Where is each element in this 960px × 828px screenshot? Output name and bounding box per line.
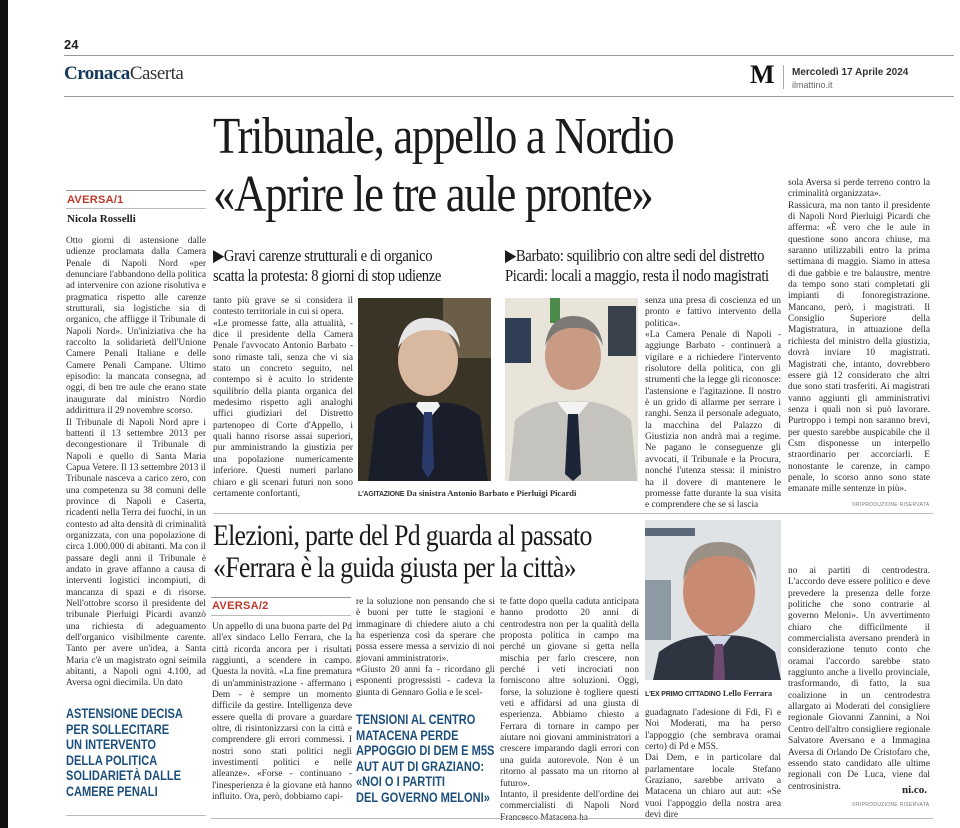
article2-column-1: Un appello di una buona parte del Pd all'ex sindaco Lello Ferrara, che la città ricorda ancora per i risultati raggiunti, a scendere in campo. Questa la novità. «La fine prematura di un'amministrazione - affermano i Dem - è sempre un momento difficile da gestire. Intelligenza deve essere quella di provare a guardare oltre, di risintonizzarsi con la città e comprendere gli errori commessi. I nostri sono stati politici negli investimenti politici e nelle alleanze». «Forse - continuano - l'inesperienza è la giovane età hanno influito. Ora, però, dobbiamo capi- [212,622,352,803]
pull-line: «NOI O I PARTITI [356,774,445,789]
article2-copyright: ©RIPRODUZIONE RISERVATA [852,802,930,808]
pull-line: MATACENA PERDE [356,727,459,743]
article1-column-3: senza una presa di coscienza ed un pronto e fattivo intervento della politica». «La Camera Penale di Napoli - aggiunge Barbato - continuerà a vigilare e a richiedere l'intervento risolutore della politica, con gli strumenti che la legge gli riconosce: l'astensione e l'agitazione. Il nostro è un grido di allarme per serrare i ranghi. Senza il personale adeguato, la macchina del Palazzo di Giustizia non andrà mai a regime. Ne pagano le conseguenze gli avvocati, il Tribunale e la Procura, nonché l'utenza stessa: il ministro ha il dovere di mantenere le promesse fatte durante la sua visita e comprendere che se si lascia [645,296,781,511]
article1-author: Nicola Rosselli [67,213,136,225]
kicker2-rule-bottom [211,615,351,616]
pull-line: AUT AUT DI GRAZIANO: [356,758,485,774]
pull-line: DELLA POLITICA [66,752,158,768]
article2-photo-caption [645,688,772,698]
article1-subhead-right-1: ▶Barbato: squilibrio con altre sedi del distretto [505,246,765,265]
section-light: Caserta [129,63,184,84]
pull-line: SOLIDARIETÀ DALLE [66,768,182,783]
article2-column-4: guadagnato l'adesione di Fdi, Fi e Noi Moderati, ma ha perso l'appoggio (che sembrava oramai certo) di Pd e M5S. Dai Dem, e in particolare dal parlamentare locale Stefano Graziano, sarebbe arrivato a Matacena un chiaro aut aut: «Se vuoi l'appoggio della nostra area devi dire [645,708,781,821]
header-divider [783,65,784,89]
article2-pull-quote [356,712,495,805]
header-rule-top [64,55,954,56]
article1-kicker: AVERSA/1 [67,194,124,206]
pull-line: CAMERE PENALI [66,783,158,799]
article2-column-2: re la soluzione non pensando che si è buoni per tutte le stagioni e immaginare di chiedere aiuto a chi ha esperienza così da sperare che possa essere messa a servizio di noi giovani amministratori». «Giusto 20 anni fa - ricordano gli esponenti progressisti - cadeva la giunta di Gennaro Golia e le scel- [356,597,495,698]
article1-title-line2: «Aprire le tre aule pronte» [213,166,653,223]
section-title [64,63,183,85]
kicker2-rule [211,597,351,598]
article2-title-line2: «Ferrara è la guida giusta per la città» [213,551,576,584]
portrait-ferrara [645,520,781,680]
caption-text: Da sinistra Antonio Barbato e Pierluigi Picardi [406,488,577,498]
article-divider [213,513,933,514]
article1-title-line1: Tribunale, appello a Nordio [213,108,674,165]
portrait-picardi [505,298,638,481]
article1-subhead-left-1: ▶Gravi carenze strutturali e di organico [213,246,433,265]
caption-kicker: L'EX PRIMO CITTADINO [645,691,721,698]
article1-subhead-left-2: scatta la protesta: 8 giorni di stop udienze [213,266,442,285]
left-bottom-rule [66,815,206,816]
pull-line: APPOGGIO DI DEM E M5S [356,743,495,758]
article1-subhead-right-2: Picardi: locali a maggio, resta il nodo magistrati [505,266,769,285]
article2-signature: ni.co. [902,784,928,796]
article1-copyright: ©RIPRODUZIONE RISERVATA [852,502,930,508]
article1-column-1: Otto giorni di astensione dalle udienze proclamata dalla Camera Penale di Napoli Nord «per denunciare l'abbandono della politica ad intervenire con azione risolutiva e pragmatica rispetto alle carenze strutturali, sia logistiche sia di organico, che affligge il Tribunale di Napoli Nord». Un'iniziativa che ha raccolto la solidarietà dell'Unione Camere Penali Italiane e delle Camere Penali Campane. Ultimo episodio: la mancata consegna, ad oggi, di ben tre aule che erano state inaugurate dal ministro Nordio addirittura il 29 novembre scorso. Il Tribunale di Napoli Nord apre i battenti il 13 settembre 2013 per decongestionare il Tribunale di Napoli e quello di Santa Maria Capua Vetere. Il 13 settembre 2013 il Tribunale nasceva a carico zero, con una competenza su 38 comuni delle province di Napoli e Caserta, ricadenti nella Terra dei fuochi, in un contesto ad alta densità di criminalità organizzata, con una popolazione di circa 1.000.000 di abitanti. Ma con il passare degli anni il Tribunale è andato in grave affanno a causa di interventi logistici incompiuti, di mancanza di spazi e di risorse. Nell'ottobre scorso il presidente del tribunale Pierluigi Picardi avanzò una richiesta di adeguamento dell'organico visibilmente carente. Tanto per avere un'idea, a Santa Maria c'è un magistrato ogni seimila abitanti, a Napoli ogni 4.100, ad Aversa ogni diecimila. Un dato [66,236,206,689]
article2-kicker: AVERSA/2 [212,600,269,612]
article2-column-3: te fatte dopo quella caduta anticipata hanno prodotto 20 anni di centrodestra non per la qualità della proposta politica in campo ma perché un giovane si getta nella mischia per farlo crescere, non perché i veti incrociati non forniscono altre soluzioni. Oggi, forse, la soluzione è togliere questi veti e affidarsi ad una giusta di esperienza. Abbiamo chiesto a Ferrara di tornare in campo per aiutare noi giovani amministratori a crescere imparando dagli errori con una guida autorevole. Non è un ritorno al passato ma un ritorno al futuro». Intanto, il presidente dell'ordine dei commercialisti di Napoli Nord Francesco Matacena ha [500,597,639,823]
website-link[interactable]: ilmattino.it [792,80,833,90]
article2-column-5: no ai partiti di centrodestra. L'accordo deve essere politico e deve prevedere la presenza delle forze politiche che sono contrarie al governo Meloni». Un avvertimento chiaro che difficilmente il commercialista aversano prenderà in considerazione tenuto conto che oramai l'accordo sarebbe stato raggiunto anche a livello provinciale, trasformando, di fatto, la sua coalizione in un centrodestra allargato ai Moderati del consigliere regionale Giovanni Zannini, a Noi Centro dell'altro consigliere regionale Salvatore Aversano e a Immagina Aversa di Orlando De Cristofaro che, essendo stato candidato alle ultime regionali con De Luca, viene dal centrosinistra. [788,566,930,792]
article2-title-line1: Elezioni, parte del Pd guarda al passato [213,519,592,552]
caption-kicker: L'AGITAZIONE [358,491,405,498]
page-number: 24 [64,37,79,52]
header-rule-bottom [64,96,954,97]
newspaper-logo: M [750,60,775,89]
pull-line: UN INTERVENTO [66,737,157,752]
photo-pierluigi-picardi [505,298,638,481]
screen-edge [0,0,8,828]
pull-line: TENSIONI AL CENTRO [356,712,476,727]
article1-column-4: sola Aversa si perde terreno contro la criminalità organizzata». Rassicura, ma non tanto il presidente di Napoli Nord Pierluigi Picardi che afferma: «È vero che le aule in questione sono ancora chiuse, ma saranno utilizzabili entro la prima settimana di maggio. Siamo in attesa di due gabbie e tre balaustre, mentre da tempo sono stati completati gli impianti di fonoregistrazione. Mancano, però, i magistrati. Il Consiglio Superiore della Magistratura, in attuazione della richiesta del ministro della giustizia, dovrà inviare 10 magistrati. Magistrati che, intanto, dovrebbero essere già 12 considerato che altri due sono stati trasferiti. Ai magistrati vanno aggiunti gli amministrativi senza i quali non si può lavorare. Purtroppo i tempi non saranno brevi, per questo sarebbe auspicabile che il Csm disponesse un interpello straordinario per accorciarli. E nonostante le carenze, in campo penale, lo scorso anno sono state emanate mille sentenze in più». [788,178,930,495]
caption-text: Lello Ferrara [722,688,773,698]
portrait-barbato [358,298,491,481]
article1-photo-caption [358,488,576,498]
article1-pull-quote [66,706,206,799]
photo-lello-ferrara [645,520,781,680]
pull-line: PER SOLLECITARE [66,721,170,737]
page-bottom-rule [211,818,933,819]
photo-antonio-barbato [358,298,491,481]
article1-column-2: tanto più grave se si considera il contesto territoriale in cui si opera. «Le promesse fatte, alla attualità, - dice il presidente della Camera Penale l'avvocato Antonio Barbato - sono rimaste tali, senza che vi sia stato un concreto seguito, nel contempo si è acuito lo stridente squilibrio della pianta organica del medesimo rispetto agli analoghi uffici giudiziari del Distretto partenopeo di Corte d'Appello, i quali hanno risorse assai superiori, pur amministrando la giustizia per una popolazione numericamente inferiore. Questi numeri parlano chiaro e gli scenari futuri non sono certamente confortanti, [213,296,353,499]
section-bold: Cronaca [64,63,130,84]
kicker-rule-bottom [66,208,206,209]
pull-line: DEL GOVERNO MELONI» [356,789,490,805]
pull-line: ASTENSIONE DECISA [66,706,183,721]
kicker-rule [66,190,206,191]
issue-date: Mercoledì 17 Aprile 2024 [792,67,909,78]
